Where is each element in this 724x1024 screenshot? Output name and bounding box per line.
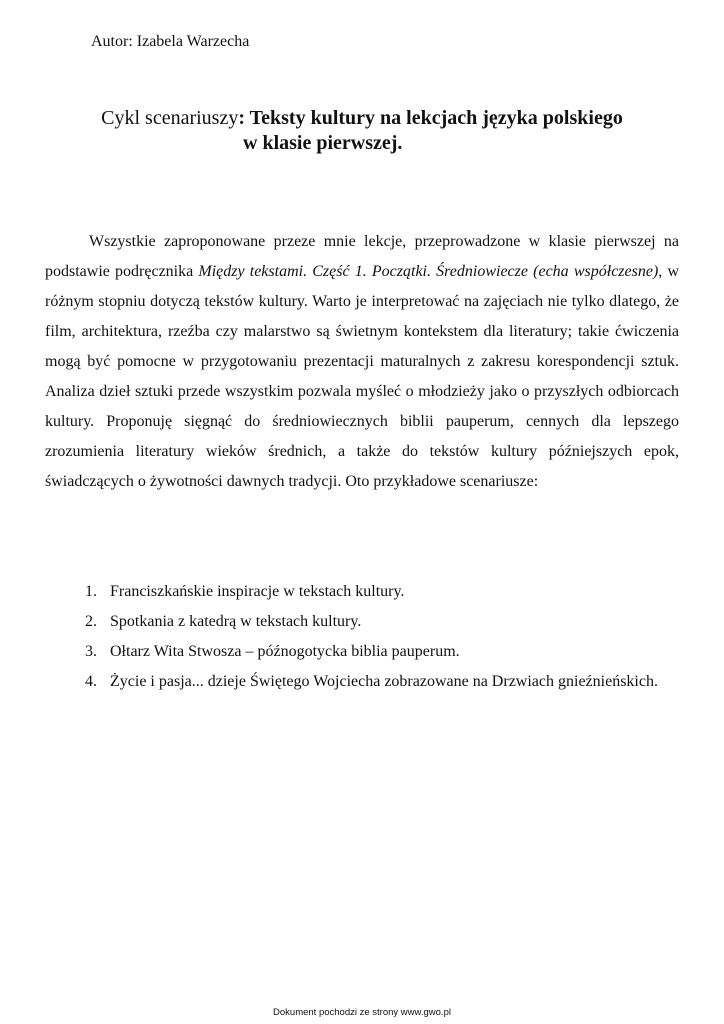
title-prefix: Cykl scenariuszy [101, 107, 239, 129]
list-item-number: 2. [85, 613, 97, 630]
list-item [85, 607, 679, 637]
document-title [40, 106, 684, 130]
title-line-1 [40, 106, 684, 130]
title-line-2: w klasie pierwszej. [243, 132, 403, 154]
list-item-text: Życie i pasja... dzieje Świętego Wojciecha zobrazowane na Drzwiach gnieźnieńskich. [110, 673, 658, 690]
intro-book-title: Między tekstami. Część 1. Początki. Średniowiecze (echa współczesne) [198, 263, 659, 280]
list-item-text: Spotkania z katedrą w tekstach kultury. [110, 613, 362, 630]
scenario-list [85, 577, 679, 697]
source-footer: Dokument pochodzi ze strony www.gwo.pl [273, 1007, 451, 1018]
intro-text-1: Wszystkie zaproponowane przeze mnie lekcje, przeprowadzone w klasie pierwszej na podstawie podręcznika [45, 233, 679, 280]
author-line: Autor: Izabela Warzecha [91, 33, 250, 50]
list-item-text: Franciszkańskie inspiracje w tekstach kultury. [110, 583, 405, 600]
list-item-number: 3. [85, 643, 97, 660]
title-main: : Teksty kultury na lekcjach języka polskiego [238, 107, 623, 129]
list-item-number: 4. [85, 673, 97, 690]
list-item-text: Ołtarz Wita Stwosza – późnogotycka biblia pauperum. [110, 643, 460, 660]
list-item [85, 577, 679, 607]
intro-paragraph [45, 227, 679, 497]
list-item [85, 637, 679, 667]
list-item [85, 667, 679, 697]
list-item-number: 1. [85, 583, 97, 600]
intro-text-2: , w różnym stopniu dotyczą tekstów kultury. Warto je interpretować na zajęciach nie tylko dlatego, że film, architektura, rzeźba czy malarstwo są świetnym kontekstem dla literatury; takie ćwiczenia mogą być pomocne w przygotowaniu prezentacji maturalnych z zakresu korespondencji sztuk. Analiza dzieł sztuki przede wszystkim pozwala myśleć o młodzieży jako o przyszłych odbiorcach kultury. Proponuję sięgnąć do średniowiecznych biblii pauperum, cennych dla lepszego zrozumienia literatury wieków średnich, a także do tekstów kultury późniejszych epok, świadczących o żywotności dawnych tradycji. Oto przykładowe scenariusze: [45, 263, 679, 490]
